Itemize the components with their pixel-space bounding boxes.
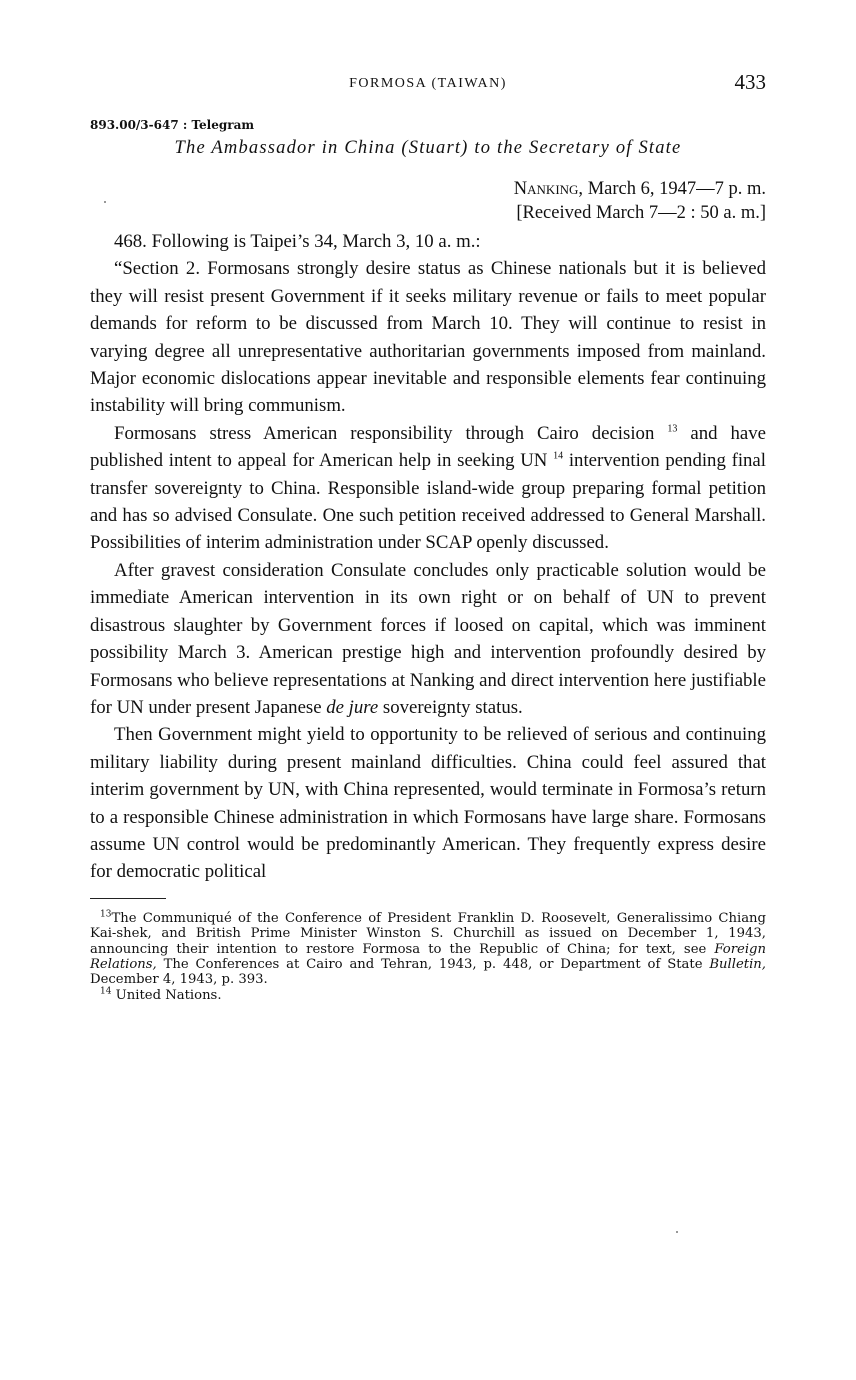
dateline-place: Nanking, xyxy=(513,179,584,199)
footnote-mark: 13 xyxy=(100,909,112,920)
italic-term: de jure xyxy=(326,696,379,718)
running-header xyxy=(90,70,766,100)
scan-speck xyxy=(676,1231,678,1233)
paragraph-text: After gravest consideration Consulate concludes only practicable solution would be immediate American intervention in its own right or on behalf of UN to prevent disastrous slaughter by Government forces if loosed on capital, which was imminent possibility March 3. American prestige high and intervention profoundly desired by Formosans who believe representations at Nanking and direct intervention here justifiable for UN under present Japanese xyxy=(90,559,766,718)
footnote-text: The Conferences at Cairo and Tehran, 1943, p. 448, or Department of State xyxy=(156,956,710,972)
footnote-text: December 4, 1943, p. 393. xyxy=(90,972,268,988)
footnote-14 xyxy=(90,988,766,1003)
dateline xyxy=(90,177,766,225)
footnotes xyxy=(90,911,766,1003)
footnote-italic: Foreign Relations, xyxy=(90,941,766,972)
paragraph-intervention xyxy=(90,557,766,721)
footnote-italic: Bulletin, xyxy=(709,956,766,972)
telegram-body xyxy=(90,228,766,886)
footnote-text: The Communiqué of the Conference of President Franklin D. Roosevelt, Generalissimo Chiang Kai-shek, and British Prime Minister Winston S. Churchill as issued on December 1, 1943, announcing their intention to restore Formosa to the Republic of China; for text, see xyxy=(90,910,766,957)
document-title: The Ambassador in China (Stuart) to the Secretary of State xyxy=(174,138,682,158)
paragraph-intro: 468. Following is Taipei’s 34, March 3, 10 a. m.: xyxy=(114,231,481,252)
paragraph-government: Then Government might yield to opportunity to be relieved of serious and continuing military liability during present mainland difficulties. China could feel assured that interim government by UN, with China represented, would terminate in Formosa’s return to a responsible Chinese administration in which Formosans have large share. Formosans assume UN control would be predominantly American. They frequently express desire for democratic political xyxy=(90,724,766,883)
footnote-ref-13: 13 xyxy=(667,423,678,435)
footnote-13 xyxy=(90,911,766,988)
dateline-date: March 6, 1947—7 p. m. xyxy=(583,179,766,199)
paragraph-text: and have published intent to appeal for American help in seeking UN xyxy=(90,422,766,472)
page-number: 433 xyxy=(734,70,766,94)
dateline-sent xyxy=(90,177,766,201)
footnote-divider xyxy=(90,898,166,899)
paragraph-text: intervention pending final transfer sovereignty to China. Responsible island-wide group preparing formal petition and has so advised Consulate. One such petition received addressed to General Marshall. Possibilities of interim administration under SCAP openly discussed. xyxy=(90,450,766,554)
footnote-ref-14: 14 xyxy=(553,450,564,462)
paragraph-text: Formosans stress American responsibility through Cairo decision xyxy=(114,422,655,444)
footnote-mark: 14 xyxy=(100,986,112,997)
paragraph-cairo xyxy=(90,420,766,557)
paragraph-text: sovereignty status. xyxy=(378,696,523,718)
scan-speck xyxy=(104,201,106,203)
document-page xyxy=(90,70,766,1003)
file-reference: 893.00/3-647 : Telegram xyxy=(90,118,255,132)
paragraph-section-2: “Section 2. Formosans strongly desire status as Chinese nationals but it is believed they will resist present Government if it seeks military revenue or fails to meet popular demands for reform to be discussed from March 10. They will continue to resist in varying degree all unrepresentative authoritarian governments imposed from mainland. Major economic dislocations appear inevitable and responsible elements fear continuing instability will bring communism. xyxy=(90,258,766,417)
footnote-text: United Nations. xyxy=(111,987,222,1003)
dateline-received: [Received March 7—2 : 50 a. m.] xyxy=(516,203,766,223)
running-title: FORMOSA (TAIWAN) xyxy=(349,76,507,91)
